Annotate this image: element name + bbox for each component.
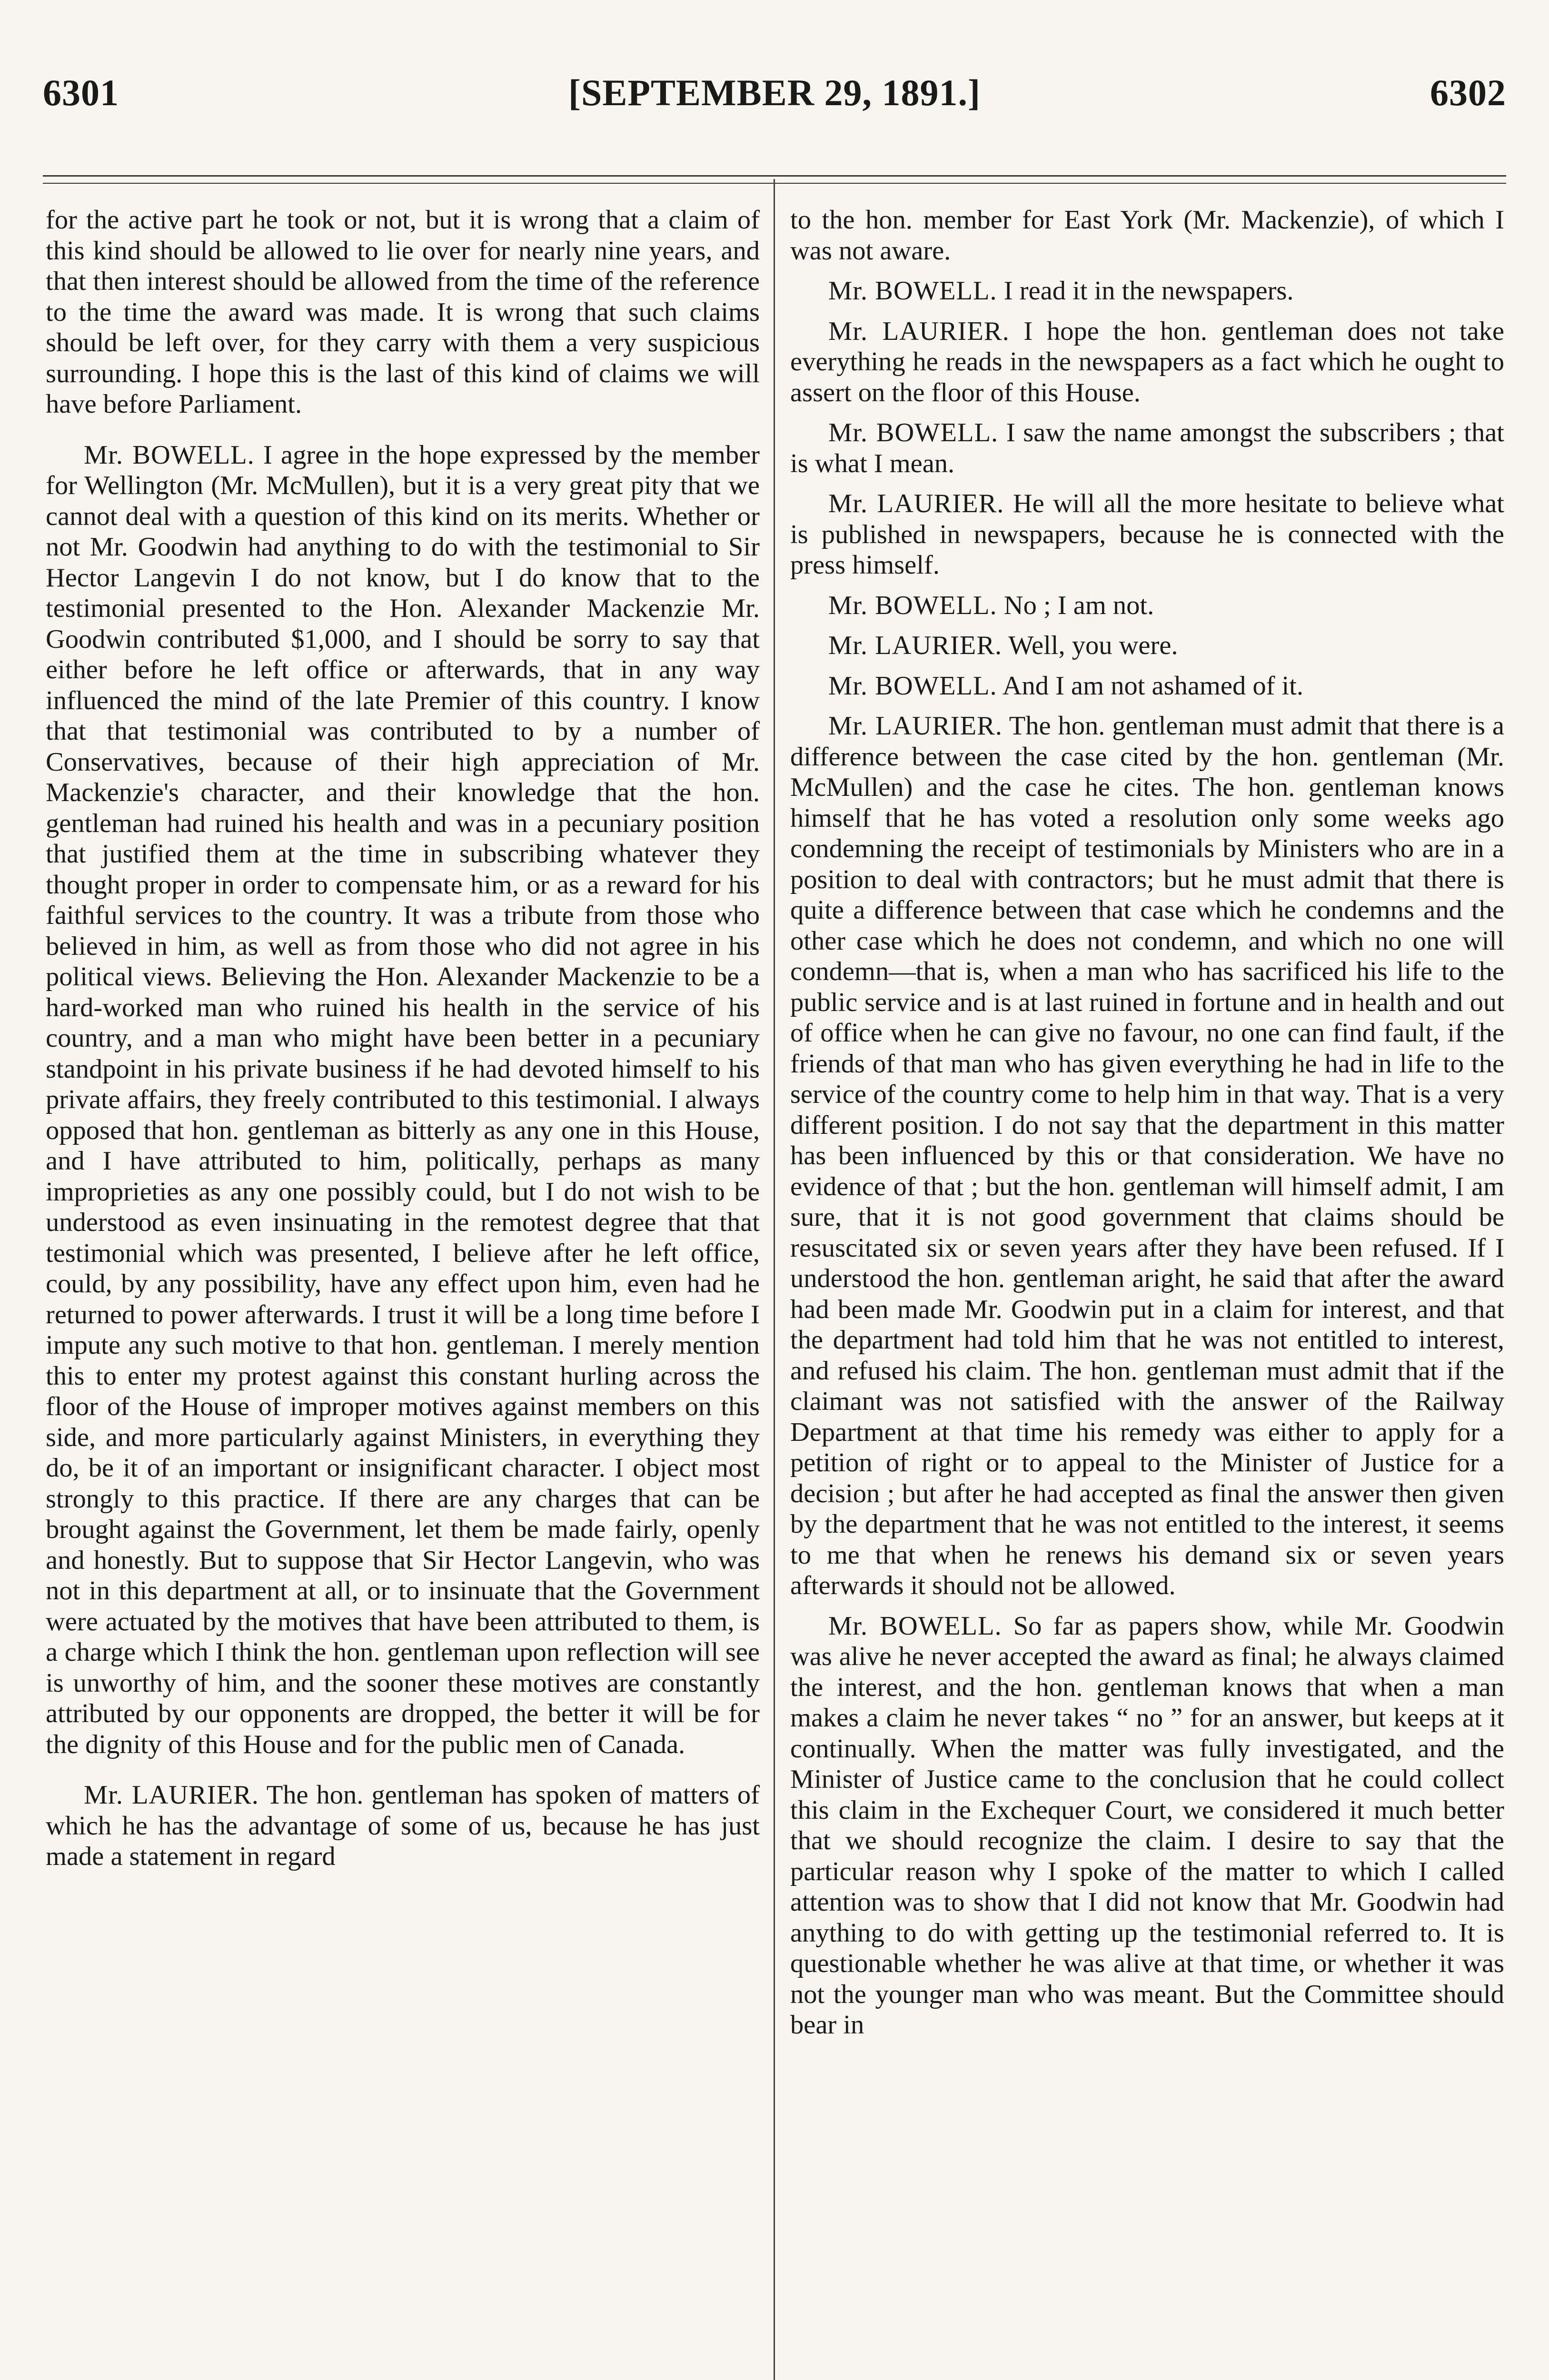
header-rule-top	[43, 175, 1506, 177]
paragraph	[790, 205, 1504, 266]
speaker-name: Mr. LAURIER.	[828, 316, 1010, 346]
left-column	[46, 205, 760, 1872]
paragraph	[46, 440, 760, 1760]
paragraph	[790, 316, 1504, 408]
page-number-left: 6301	[43, 72, 119, 113]
column-divider	[774, 179, 775, 2380]
paragraph-text: I saw the name amongst the subscribers ; that is what I mean.	[790, 418, 1504, 478]
paragraph-text: And I am not ashamed of it.	[1002, 671, 1304, 701]
header-date: [SEPTEMBER 29, 1891.]	[568, 72, 981, 113]
right-column	[790, 205, 1504, 2041]
paragraph-text: for the active part he took or not, but it is wrong that a claim of this kind should be allowed to lie over for nearly nine years, and that then interest should be allowed from the time of the reference to the time the award was made. It is wrong that such claims should be left over, for they carry with them a very suspicious surrounding. I hope this is the last of this kind of claims we will have before Parliament.	[46, 205, 760, 419]
paragraph	[790, 671, 1504, 702]
paragraph	[790, 276, 1504, 307]
paragraph	[790, 711, 1504, 1601]
paragraph-text: The hon. gentleman has spoken of matters of which he has the advantage of some of us, because he has just made a statement in regard	[46, 1780, 760, 1871]
speaker-name: Mr. LAURIER.	[828, 489, 1004, 518]
paragraph-text: I agree in the hope expressed by the member for Wellington (Mr. McMullen), but it is a very great pity that we cannot deal with a question of this kind on its merits. Whether or not Mr. Goodwin had anything to do with the testimonial to Sir Hector Langevin I do not know, but I do know that to the testimonial presented to the Hon. Alexander Mackenzie Mr. Goodwin contributed $1,000, and I should be sorry to say that either before he left office or afterwards, that in any way influenced the mind of the late Premier of this country. I know that that testimonial was contributed to by a number of Conservatives, because of their high appreciation of Mr. Mackenzie's character, and their knowledge that the hon. gentleman had ruined his health and was in a pecuniary position that justified them at the time in subscribing whatever they thought proper in order to compensate him, or as a reward for his faithful services to the country. It was a tribute from those who believed in him, as well as from those who did not agree in his political views. Believing the Hon. Alexander Mackenzie to be a hard-worked man who ruined his health in the service of his country, and a man who might have been better in a pecuniary standpoint in his private business if he had devoted himself to his private affairs, they freely contributed to this testimonial. I always opposed that hon. gentleman as bitterly as any one in this House, and I have attributed to him, politically, perhaps as many improprieties as any one possibly could, but I do not wish to be understood as even insinuating in the remotest degree that that testimonial which was presented, I believe after he left office, could, by any possibility, have any effect upon him, even had he returned to power afterwards. I trust it will be a long time before I impute any such motive to that hon. gentleman. I merely mention this to enter my protest against this constant hurling across the floor of the House of improper motives against members on this side, and more particularly against Ministers, in everything they do, be it of an important or insignificant character. I object most strongly to this practice. If there are any charges that can be brought against the Government, let them be made fairly, openly and honestly. But to suppose that Sir Hector Langevin, who was not in this department at all, or to insinuate that the Government were actuated by the motives that have been attributed to them, is a charge which I think the hon. gentleman upon reflection will see is unworthy of him, and the sooner these motives are constantly attributed by our opponents are dropped, the better it will be for the dignity of this House and for the public men of Canada.	[46, 440, 760, 1759]
speaker-name: Mr. BOWELL.	[828, 276, 997, 306]
paragraph	[790, 1611, 1504, 2041]
paragraph-text: I hope the hon. gentleman does not take everything he reads in the newspapers as a fact which he ought to assert on the floor of this House.	[790, 316, 1505, 407]
speaker-name: Mr. LAURIER.	[828, 711, 1003, 741]
paragraph-text: The hon. gentleman must admit that there is a difference between the case cited by the hon. gentleman (Mr. McMullen) and the case he cites. The hon. gentleman knows himself that he has voted a resolution only some weeks ago condemning the receipt of testimonials by Ministers who are in a position to deal with contractors; but he must admit that there is quite a difference between that case which he condemns and the other case which he does not condemn, and which no one will condemn—that is, when a man who has sacrificed his life to the public service and is at last ruined in fortune and in health and out of office when he can give no favour, no one can find fault, if the friends of that man who has given everything he had in life to the service of the country come to help him in that way. That is a very different position. I do not say that the department in this matter has been influenced by this or that consideration. We have no evidence of that ; but the hon. gentleman will himself admit, I am sure, that it is not good government that claims should be resuscitated six or seven years after they have been refused. If I understood the hon. gentleman aright, he said that after the award had been made Mr. Goodwin put in a claim for interest, and that the department had told him that he was not entitled to interest, and refused his claim. The hon. gentleman must admit that if the claimant was not satisfied with the answer of the Railway Department at that time his remedy was either to apply for a petition of right or to appeal to the Minister of Justice for a decision ; but after he had accepted as final the answer then given by the department that he was not entitled to the interest, it seems to me that when he renews his demand six or seven years afterwards it should not be allowed.	[790, 711, 1505, 1600]
speaker-name: Mr. LAURIER.	[84, 1780, 259, 1810]
paragraph	[790, 488, 1504, 581]
speaker-name: Mr. BOWELL.	[828, 671, 997, 701]
paragraph	[46, 205, 760, 420]
paragraph-text: No ; I am not.	[1003, 590, 1154, 620]
speaker-name: Mr. BOWELL.	[828, 418, 999, 447]
paragraph-text: Well, you were.	[1008, 631, 1178, 660]
paragraph	[46, 1780, 760, 1872]
speaker-name: Mr. BOWELL.	[828, 590, 997, 620]
speaker-name: Mr. BOWELL.	[84, 440, 255, 470]
paragraph	[790, 630, 1504, 661]
speaker-name: Mr. BOWELL.	[828, 1611, 1002, 1641]
page-number-right: 6302	[1430, 72, 1506, 113]
paragraph	[790, 590, 1504, 621]
paragraph-text: So far as papers show, while Mr. Goodwin was alive he never accepted the award as final; he always claimed the interest, and the hon. gentleman knows that when a man makes a claim he never takes “ no ” for an answer, but keeps at it continually. When the matter was fully investigated, and the Minister of Justice came to the conclusion that he could collect this claim in the Exchequer Court, we considered it much better that we should recognize the claim. I desire to say that the particular reason why I spoke of the matter to which I called attention was to show that I did not know that Mr. Goodwin had anything to do with getting up the testimonial referred to. It is questionable whether he was alive at that time, or whether it was not the younger man who was meant. But the Committee should bear in	[790, 1611, 1504, 2040]
paragraph-text: I read it in the newspapers.	[1003, 276, 1294, 306]
page-header	[33, 71, 1516, 124]
paragraph	[790, 417, 1504, 479]
paragraph-text: to the hon. member for East York (Mr. Mackenzie), of which I was not aware.	[790, 205, 1504, 266]
speaker-name: Mr. LAURIER.	[828, 631, 1003, 660]
paragraph-text: He will all the more hesitate to believe what is published in newspapers, because he is connected with the press himself.	[790, 489, 1505, 580]
